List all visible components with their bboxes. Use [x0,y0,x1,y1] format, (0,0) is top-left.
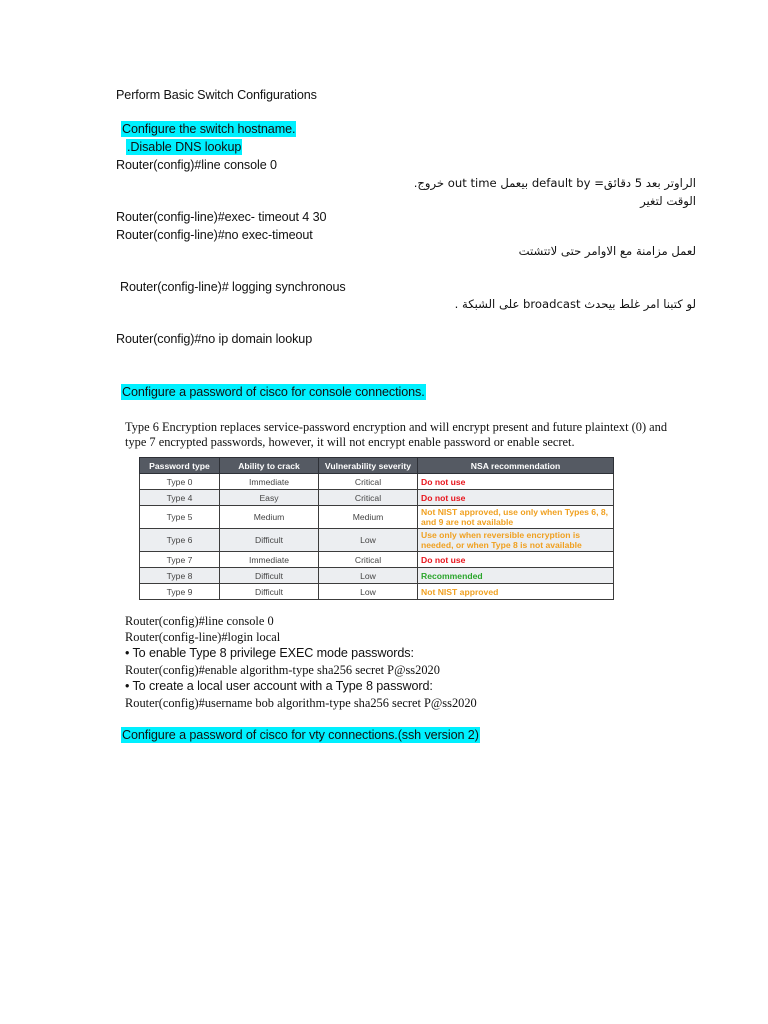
cell-type: Type 4 [140,490,220,506]
cell-recommendation: Do not use [418,490,614,506]
cell-severity: Low [319,584,418,600]
cell-recommendation: Do not use [418,474,614,490]
cell-recommendation: Not NIST approved [418,584,614,600]
cell-type: Type 5 [140,506,220,529]
cmd-line-console: Router(config)#line console 0 [116,158,277,172]
cell-ability: Immediate [220,474,319,490]
cell-ability: Difficult [220,529,319,552]
table-row [140,490,614,506]
cell-severity: Medium [319,506,418,529]
cmd-no-ip-domain: Router(config)#no ip domain lookup [116,332,313,346]
cell-type: Type 9 [140,584,220,600]
table-row [140,552,614,568]
cmd-no-exec-timeout: Router(config-line)#no exec-timeout [116,228,313,242]
para-type6-line2: type 7 encrypted passwords, however, it will not encrypt enable password or enable secret. [125,435,575,449]
doc-title: Perform Basic Switch Configurations [116,88,317,102]
cell-ability: Immediate [220,552,319,568]
cmd2-line-console: Router(config)#line console 0 [125,614,274,628]
step-dns [126,140,242,154]
cmd-exec-timeout: Router(config-line)#exec- timeout 4 30 [116,210,327,224]
table-header-row [140,458,614,474]
cell-type: Type 0 [140,474,220,490]
password-type-table [139,457,614,600]
cell-ability: Difficult [220,584,319,600]
cell-severity: Critical [319,552,418,568]
header-nsa-recommendation: NSA recommendation [418,458,614,474]
cell-ability: Difficult [220,568,319,584]
cell-severity: Critical [319,490,418,506]
step-vty-password [121,728,480,742]
table-row [140,529,614,552]
cmd-logging-sync: Router(config-line)# logging synchronous [120,280,346,294]
step-dns-text: .Disable DNS lookup [127,140,242,154]
step-hostname [121,122,296,136]
cell-ability: Easy [220,490,319,506]
cell-recommendation: Do not use [418,552,614,568]
step-hostname-text: Configure the switch hostname. [122,122,296,136]
cell-recommendation: Use only when reversible encryption is needed, or when Type 8 is not available [418,529,614,552]
step-console-password-text: Configure a password of cisco for console connections. [122,385,425,399]
note-timeout-line2: الوقت لتغير [640,194,696,208]
header-password-type: Password type [140,458,220,474]
cell-type: Type 8 [140,568,220,584]
note-sync: لعمل مزامنة مع الاوامر حتى لاتتشتت [518,244,696,258]
table-row [140,506,614,529]
cell-type: Type 6 [140,529,220,552]
bullet-enable-type8: • To enable Type 8 privilege EXEC mode passwords: [125,646,414,660]
table-row [140,474,614,490]
cell-severity: Low [319,529,418,552]
step-console-password [121,385,426,399]
step-vty-password-text: Configure a password of cisco for vty connections.(ssh version 2) [122,728,479,742]
para-type6-line1: Type 6 Encryption replaces service-password encryption and will encrypt present and future plaintext (0) and [125,420,668,434]
table-row [140,568,614,584]
note-broadcast: لو كتبنا امر غلط بيحدث broadcast على الشبكة . [454,297,696,311]
header-vulnerability-severity: Vulnerability severity [319,458,418,474]
cmd2-login-local: Router(config-line)#login local [125,630,281,644]
cell-recommendation: Not NIST approved, use only when Types 6, 8, and 9 are not available [418,506,614,529]
cell-severity: Critical [319,474,418,490]
cmd2-username: Router(config)#username bob algorithm-type sha256 secret P@ss2020 [125,696,477,710]
cell-recommendation: Recommended [418,568,614,584]
cell-severity: Low [319,568,418,584]
table-row [140,584,614,600]
cell-ability: Medium [220,506,319,529]
cell-type: Type 7 [140,552,220,568]
bullet-local-user: • To create a local user account with a Type 8 password: [125,679,433,693]
header-ability-to-crack: Ability to crack [220,458,319,474]
cmd2-enable-secret: Router(config)#enable algorithm-type sha256 secret P@ss2020 [125,663,440,677]
note-timeout-line1: الراوتر بعد 5 دقائق= default by بيعمل out time خروج. [413,176,696,190]
